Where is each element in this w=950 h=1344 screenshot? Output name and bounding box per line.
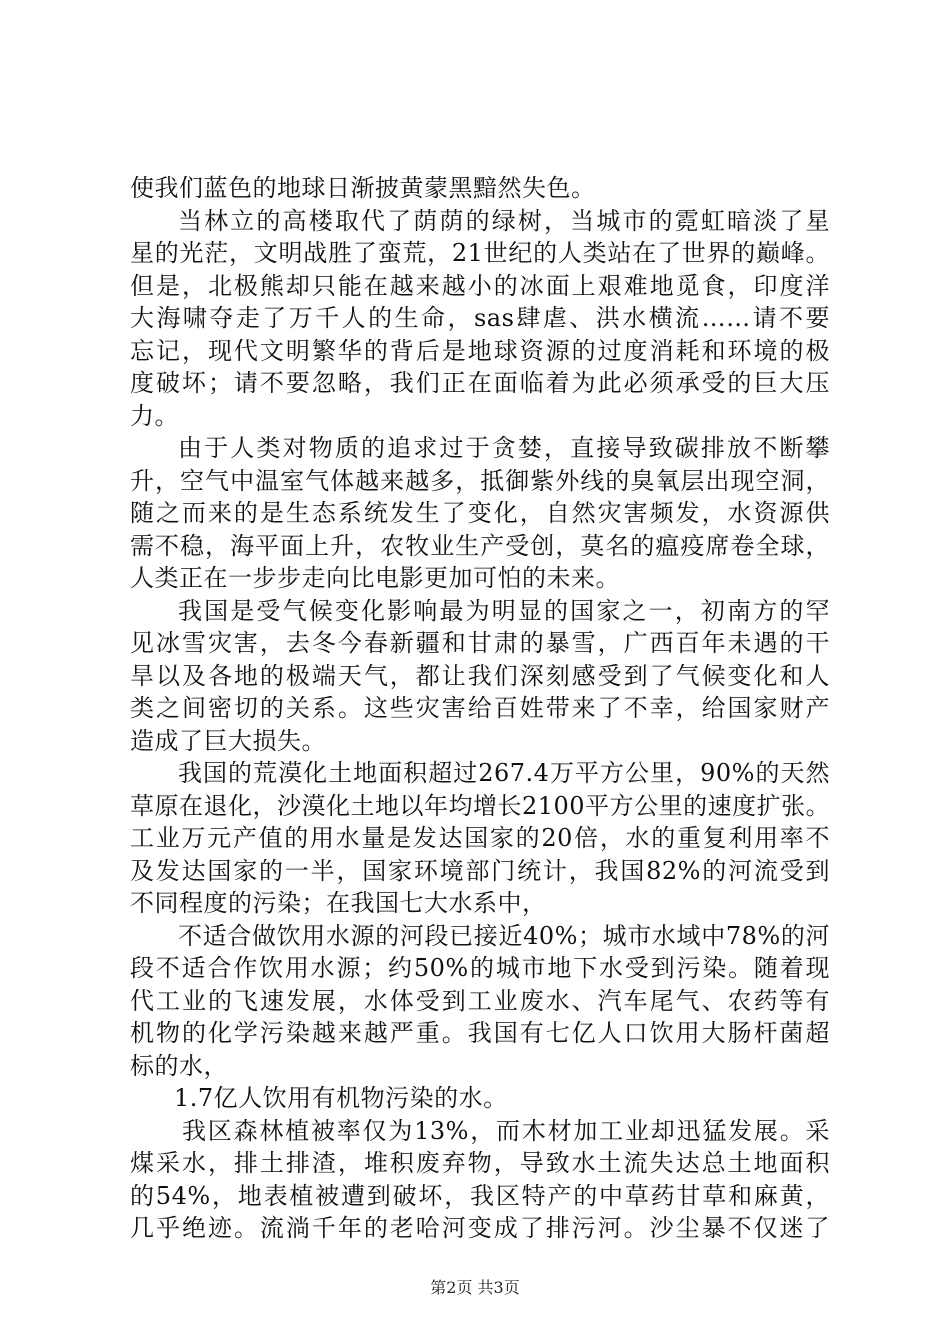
text-line: 的54%，地表植被遭到破坏，我区特产的中草药甘草和麻黄，: [130, 1181, 830, 1210]
text-line: 度破坏；请不要忽略，我们正在面临着为此必须承受的巨大压: [130, 369, 830, 397]
text-line: 随之而来的是生态系统发生了变化，自然灾害频发，水资源供: [130, 499, 830, 527]
text-line: 几乎绝迹。流淌千年的老哈河变成了排污河。沙尘暴不仅迷了: [130, 1214, 830, 1242]
text-line: 星的光茫，文明战胜了蛮荒，21世纪的人类站在了世界的巅峰。: [130, 239, 830, 267]
text-line: 机物的化学污染越来越严重。我国有七亿人口饮用大肠杆菌超: [130, 1019, 830, 1047]
text-line: 不同程度的污染；在我国七大水系中，: [130, 889, 547, 917]
text-line: 段不适合作饮用水源；约50%的城市地下水受到污染。随着现: [130, 954, 830, 982]
text-line: 标的水，: [130, 1051, 228, 1080]
text-line: 1.7亿人饮用有机物污染的水。: [174, 1084, 508, 1112]
text-line: 草原在退化，沙漠化土地以年均增长2100平方公里的速度扩张。: [130, 791, 831, 820]
text-line: 力。: [130, 401, 179, 430]
text-line: 及发达国家的一半，国家环境部门统计，我国82%的河流受到: [130, 856, 830, 885]
text-line: 类之间密切的关系。这些灾害给百姓带来了不幸，给国家财产: [130, 694, 830, 722]
text-line: 当林立的高楼取代了荫荫的绿树，当城市的霓虹暗淡了星: [178, 206, 830, 235]
page-footer: 第2页 共3页: [430, 1278, 520, 1297]
text-line: 使我们蓝色的地球日渐披黄蒙黑黯然失色。: [130, 174, 596, 202]
text-line: 我区森林植被率仅为13%，而木材加工业却迅猛发展。采: [182, 1116, 830, 1145]
text-line: 人类正在一步步走向比电影更加可怕的未来。: [130, 564, 620, 592]
text-line: 但是，北极熊却只能在越来越小的冰面上艰难地觅食，印度洋: [130, 271, 830, 300]
text-line: 需不稳，海平面上升，农牧业生产受创，莫名的瘟疫席卷全球，: [130, 531, 830, 560]
document-body: [130, 172, 830, 1245]
text-line: 造成了巨大损失。: [130, 726, 326, 755]
text-line: 煤采水，排土排渣，堆积废弃物，导致水土流失达总土地面积: [130, 1149, 830, 1177]
text-line: 由于人类对物质的追求过于贪婪，直接导致碳排放不断攀: [178, 434, 830, 462]
text-line: 我国是受气候变化影响最为明显的国家之一，初南方的罕: [178, 596, 830, 625]
text-line: 见冰雪灾害，去冬今春新疆和甘肃的暴雪，广西百年未遇的干: [130, 629, 830, 657]
text-line: 忘记，现代文明繁华的背后是地球资源的过度消耗和环境的极: [130, 336, 830, 365]
text-line: 升，空气中温室气体越来越多，抵御紫外线的臭氧层出现空洞，: [130, 466, 830, 495]
text-line: 代工业的飞速发展，水体受到工业废水、汽车尾气、农药等有: [130, 986, 830, 1015]
text-line: 旱以及各地的极端天气，都让我们深刻感受到了气候变化和人: [130, 661, 830, 690]
text-line: 不适合做饮用水源的河段已接近40%；城市水域中78%的河: [178, 921, 830, 950]
text-line: 工业万元产值的用水量是发达国家的20倍，水的重复利用率不: [130, 824, 830, 852]
text-line: 大海啸夺走了万千人的生命，sas肆虐、洪水横流……请不要: [130, 304, 830, 332]
text-line: 我国的荒漠化土地面积超过267.4万平方公里，90%的天然: [178, 759, 830, 787]
